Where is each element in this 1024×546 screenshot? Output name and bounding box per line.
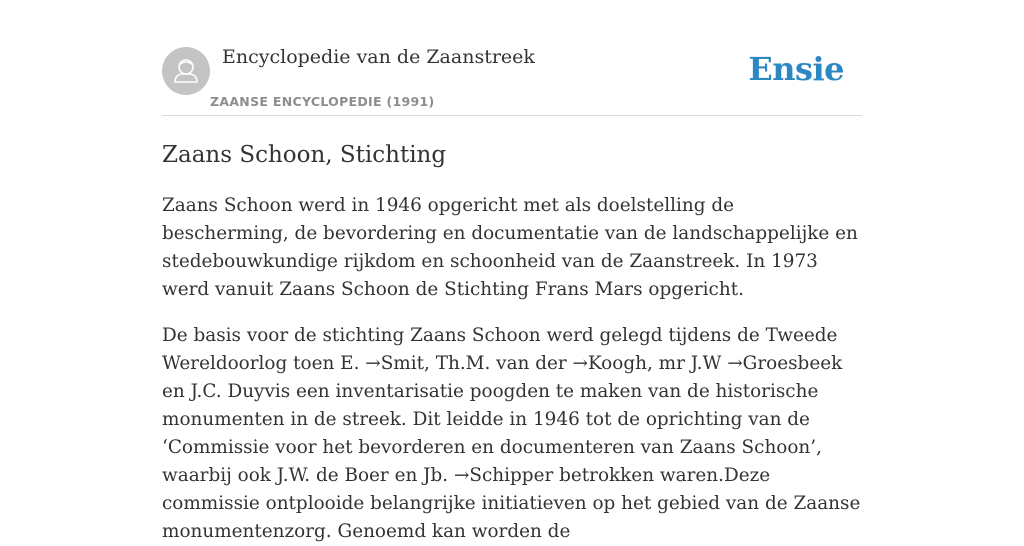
paragraph-text: betrokken waren.Deze commissie ontplooide belangrijke initiatieven op het gebied van de Zaanse monumentenzorg. Genoemd kan worden de — [162, 465, 861, 542]
source-header — [162, 0, 862, 116]
article-title: Zaans Schoon, Stichting — [162, 142, 447, 168]
paragraph-text: De basis voor de stichting Zaans Schoon werd gelegd tijdens de Tweede Wereldoorlog toen E. — [162, 325, 838, 374]
user-icon[interactable] — [162, 47, 210, 95]
paragraph-text: , Th.M. van der — [424, 353, 573, 374]
paragraph-text: , mr J.W — [646, 353, 728, 374]
article-paragraph-1: Zaans Schoon werd in 1946 opgericht met als doelstelling de bescherming, de bevordering en documentatie van de landschappelijke en stedebouwkundige rijkdom en schoonheid van de Zaanstreek. In 1973 werd vanuit Zaans Schoon de Stichting Frans Mars opgericht. — [162, 195, 858, 300]
paragraph-text: en J.C. Duyvis een inventarisatie poogden te maken van de historische monumenten in de streek. Dit leidde in 1946 tot de oprichting van de ‘Commissie voor het bevorderen en documenteren van Zaans Schoon’, waarbij ook J.W. de Boer en Jb. — [162, 381, 822, 486]
article-paragraph-2 — [162, 322, 862, 546]
xref-link-smit[interactable]: →Smit — [365, 353, 425, 374]
source-subtitle: ZAANSE ENCYCLOPEDIE (1991) — [210, 94, 435, 109]
xref-link-schipper[interactable]: →Schipper — [454, 465, 554, 486]
xref-link-groesbeek[interactable]: →Groesbeek — [727, 353, 843, 374]
xref-link-koogh[interactable]: →Koogh — [572, 353, 647, 374]
source-title[interactable]: Encyclopedie van de Zaanstreek — [222, 46, 535, 68]
ensie-logo[interactable]: Ensie — [748, 50, 844, 88]
page — [162, 0, 862, 546]
